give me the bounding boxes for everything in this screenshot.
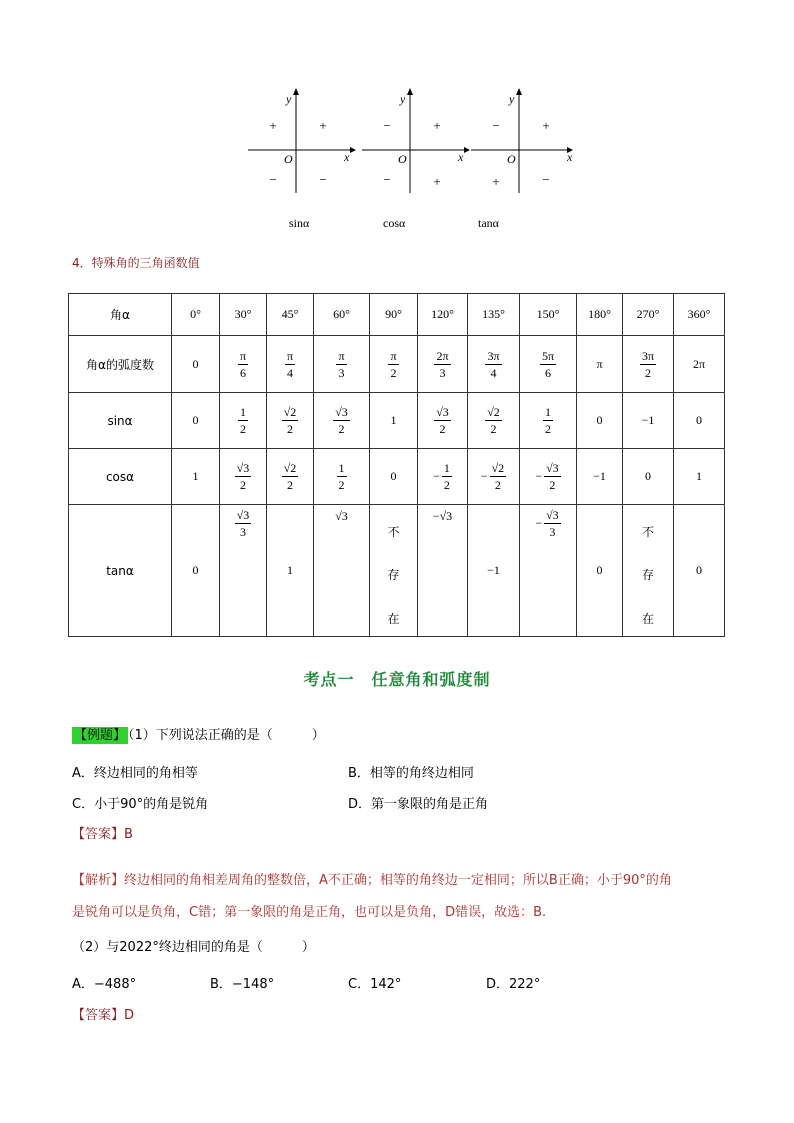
- minus-sign: −: [535, 516, 543, 530]
- negative-fraction: [535, 509, 560, 538]
- special-angles-table: [68, 293, 725, 637]
- fraction-numerator: √2: [283, 405, 297, 419]
- fraction-denominator: 2: [390, 365, 397, 380]
- fraction-numerator: √3: [436, 405, 449, 419]
- table-cell: [172, 449, 220, 505]
- q2-option-d: D．222°: [486, 977, 541, 992]
- cell-value: 1: [696, 469, 702, 483]
- cell-value: 0: [696, 413, 702, 427]
- table-cell: 45°: [267, 294, 314, 336]
- fraction: [540, 350, 556, 379]
- table-cell: [220, 393, 267, 449]
- table-cell: 0°: [172, 294, 220, 336]
- table-cell: [220, 449, 267, 505]
- table-cell: [314, 336, 370, 393]
- table-cell: [468, 505, 520, 637]
- fraction: [235, 462, 252, 491]
- table-cell: 30°: [220, 294, 267, 336]
- fraction-denominator: 2: [494, 478, 501, 492]
- fraction-numerator: √3: [546, 461, 559, 475]
- table-cell: [267, 393, 314, 449]
- fraction: [640, 350, 656, 379]
- table-cell: [172, 505, 220, 637]
- row-label-angle: 角α: [69, 294, 172, 336]
- table-cell: [418, 505, 468, 637]
- minus-sign: −: [480, 469, 488, 483]
- row-label-cos: cosα: [69, 449, 172, 505]
- table-cell: [520, 393, 577, 449]
- x-axis-label: x: [458, 150, 464, 164]
- fraction-denominator: 2: [490, 422, 497, 436]
- x-axis-label: x: [344, 150, 350, 164]
- row-label-radian: 角α的弧度数: [69, 336, 172, 393]
- undefined-char: 存: [641, 568, 654, 582]
- option-d: D．第一象限的角是正角: [348, 797, 489, 812]
- fraction-numerator: √3: [335, 405, 348, 419]
- fraction: [434, 406, 451, 435]
- fraction-denominator: 6: [240, 365, 246, 380]
- tan-diagram-caption: tanα: [478, 216, 499, 230]
- table-cell: 180°: [577, 294, 623, 336]
- cell-value: 0: [596, 563, 603, 577]
- fraction-denominator: 2: [439, 422, 446, 436]
- fraction-numerator: π: [390, 348, 397, 363]
- cell-value: π: [596, 356, 603, 371]
- fraction-numerator: √2: [487, 405, 500, 419]
- table-cell: [370, 449, 418, 505]
- table-cell: [370, 393, 418, 449]
- example-question-1: [72, 724, 325, 743]
- cell-value: 0: [696, 563, 702, 577]
- undefined-char: 在: [387, 611, 400, 626]
- undefined-value: [370, 515, 417, 627]
- fraction: [485, 350, 501, 379]
- undefined-char: 不: [387, 524, 400, 539]
- fraction-numerator: π: [239, 348, 247, 363]
- fraction-denominator: 2: [645, 365, 651, 380]
- cell-value: 1: [287, 563, 293, 577]
- table-cell: [172, 393, 220, 449]
- fraction-numerator: 2π: [436, 348, 449, 363]
- option-a: A．终边相同的角相等: [72, 766, 198, 781]
- table-cell: [220, 336, 267, 393]
- fraction: [337, 462, 347, 491]
- fraction-numerator: π: [338, 348, 345, 363]
- table-cell: [623, 336, 674, 393]
- analysis-line-2: 是锐角可以是负角，C错；第一象限的角是正角，也可以是负角，D错误，故选：B.: [72, 905, 547, 920]
- quadrant-4-sign: −: [542, 172, 550, 187]
- table-row: [69, 294, 725, 336]
- top-aligned-value: [418, 505, 467, 524]
- quadrant-1-sign: +: [542, 118, 550, 133]
- y-axis-label: y: [286, 92, 292, 106]
- undefined-char: 不: [641, 524, 654, 539]
- negative-fraction: [481, 462, 506, 491]
- fraction-numerator: 3π: [487, 348, 500, 363]
- q2-option-c: C．142°: [348, 977, 402, 992]
- fraction: [282, 406, 299, 435]
- q2-option-a: A．−488°: [72, 977, 137, 992]
- table-row: [69, 393, 725, 449]
- table-cell: [314, 505, 370, 637]
- table-cell: 90°: [370, 294, 418, 336]
- fraction: [333, 406, 350, 435]
- fraction-denominator: 2: [549, 478, 556, 492]
- origin-label: O: [398, 152, 407, 166]
- fraction-numerator: 1: [338, 461, 345, 475]
- table-cell: 135°: [468, 294, 520, 336]
- cell-value: −1: [641, 413, 655, 427]
- fraction-denominator: 2: [338, 422, 345, 436]
- fraction: [238, 350, 248, 379]
- section-heading: 考点一 任意角和弧度制: [303, 670, 491, 689]
- minus-sign: −: [535, 469, 543, 483]
- section-title: 4．特殊角的三角函数值: [72, 256, 200, 270]
- option-c: C．小于90°的角是锐角: [72, 797, 209, 812]
- origin-label: O: [507, 152, 516, 166]
- answer-2: 【答案】D: [72, 1008, 135, 1023]
- fraction-numerator: √3: [236, 508, 250, 522]
- cos-diagram-caption: cosα: [383, 216, 406, 230]
- cell-value: −1: [593, 469, 606, 483]
- fraction-denominator: 3: [549, 525, 556, 539]
- fraction: [434, 350, 450, 379]
- quadrant-2-sign: −: [383, 118, 391, 133]
- table-cell: [267, 505, 314, 637]
- cos-axes: [362, 85, 472, 195]
- quadrant-4-sign: +: [433, 174, 441, 189]
- fraction: [442, 462, 452, 491]
- fraction-numerator: 1: [545, 405, 551, 419]
- fraction: [544, 509, 561, 538]
- fraction-denominator: 4: [490, 365, 497, 380]
- table-cell: 150°: [520, 294, 577, 336]
- undefined-char: 存: [387, 568, 400, 582]
- x-axis-label: x: [567, 150, 573, 164]
- fraction-denominator: 3: [338, 365, 345, 380]
- table-cell: [623, 505, 674, 637]
- y-axis-label: y: [509, 92, 515, 106]
- undefined-value: [623, 515, 673, 627]
- fraction-denominator: 6: [545, 365, 551, 380]
- table-cell: [674, 393, 725, 449]
- fraction-denominator: 4: [287, 365, 293, 380]
- fraction-denominator: 2: [287, 422, 293, 436]
- cell-value: 0: [596, 413, 603, 427]
- cell-value: −1: [487, 563, 500, 577]
- table-cell: [418, 336, 468, 393]
- fraction-denominator: 3: [240, 525, 246, 539]
- cell-value: √3: [335, 509, 348, 523]
- table-cell: [520, 336, 577, 393]
- fraction: [485, 406, 502, 435]
- cell-value: 0: [192, 563, 199, 577]
- fraction-numerator: 5π: [541, 348, 555, 363]
- cell-value: 2π: [692, 356, 706, 371]
- table-cell: [314, 393, 370, 449]
- fraction: [282, 462, 299, 491]
- table-cell: [220, 505, 267, 637]
- table-cell: [468, 393, 520, 449]
- negative-fraction: [535, 462, 560, 491]
- cell-value: 0: [390, 469, 397, 483]
- cell-value: 0: [645, 469, 651, 483]
- analysis-tag: 【解析】: [72, 873, 125, 888]
- fraction-numerator: √2: [491, 461, 505, 475]
- quadrant-3-sign: −: [383, 172, 391, 187]
- table-cell: [418, 393, 468, 449]
- quadrant-2-sign: −: [492, 118, 500, 133]
- q2-option-b: B．−148°: [210, 977, 275, 992]
- sin-axes: [248, 85, 358, 195]
- cell-value: 0: [192, 356, 199, 371]
- option-b: B．相等的角终边相同: [348, 766, 474, 781]
- origin-label: O: [284, 152, 293, 166]
- fraction-numerator: 1: [443, 461, 450, 475]
- table-row: [69, 336, 725, 393]
- table-cell: [418, 449, 468, 505]
- top-aligned-value: [314, 505, 369, 524]
- question-1-text: （1）下列说法正确的是（ ）: [128, 728, 325, 743]
- fraction: [285, 350, 295, 379]
- fraction-numerator: √3: [546, 508, 559, 522]
- quadrant-4-sign: −: [319, 172, 327, 187]
- table-cell: [370, 336, 418, 393]
- answer-1: 【答案】B: [72, 827, 133, 842]
- top-aligned-value: [520, 505, 576, 538]
- table-cell: [577, 449, 623, 505]
- table-cell: [674, 449, 725, 505]
- fraction: [336, 350, 346, 379]
- cell-value: 0: [192, 413, 199, 427]
- analysis-line-1: [72, 869, 672, 888]
- fraction-numerator: π: [286, 348, 294, 363]
- sin-diagram-caption: sinα: [289, 216, 310, 230]
- undefined-char: 在: [641, 611, 654, 626]
- table-cell: [468, 336, 520, 393]
- fraction: [490, 462, 507, 491]
- table-cell: [577, 505, 623, 637]
- fraction: [238, 406, 248, 435]
- cos-sign-diagram: [362, 85, 472, 195]
- fraction-numerator: √2: [283, 461, 297, 475]
- fraction: [388, 350, 398, 379]
- table-cell: [172, 336, 220, 393]
- fraction-denominator: 2: [240, 422, 246, 436]
- tan-axes: [471, 85, 581, 195]
- quadrant-2-sign: +: [269, 118, 277, 133]
- analysis-text-1: 终边相同的角相差周角的整数倍，A不正确；相等的角终边一定相同；所以B正确；小于90°的角: [124, 873, 672, 888]
- table-cell: [674, 505, 725, 637]
- fraction-denominator: 2: [545, 422, 551, 436]
- cell-value: −√3: [432, 509, 453, 523]
- table-cell: 270°: [623, 294, 674, 336]
- minus-sign: −: [433, 469, 440, 483]
- row-label-sin: sinα: [69, 393, 172, 449]
- table-cell: [314, 449, 370, 505]
- row-label-tan: tanα: [69, 505, 172, 637]
- table-cell: 120°: [418, 294, 468, 336]
- cell-value: 1: [192, 469, 199, 483]
- sin-sign-diagram: [248, 85, 358, 195]
- quadrant-3-sign: −: [269, 172, 277, 187]
- table-cell: [577, 336, 623, 393]
- table-cell: [468, 449, 520, 505]
- fraction: [544, 462, 561, 491]
- table-cell: [623, 393, 674, 449]
- table-row: [69, 505, 725, 637]
- table-cell: [577, 393, 623, 449]
- quadrant-1-sign: +: [319, 118, 327, 133]
- top-aligned-value: [220, 505, 266, 538]
- table-cell: [674, 336, 725, 393]
- fraction-denominator: 3: [439, 365, 446, 380]
- fraction-denominator: 2: [240, 478, 246, 492]
- y-axis-label: y: [400, 92, 406, 106]
- table-row: [69, 449, 725, 505]
- table-cell: [520, 505, 577, 637]
- example-question-2: （2）与2022°终边相同的角是（ ）: [72, 940, 315, 955]
- table-cell: 60°: [314, 294, 370, 336]
- quadrant-1-sign: +: [433, 118, 441, 133]
- fraction: [543, 406, 553, 435]
- table-cell: [370, 505, 418, 637]
- fraction-denominator: 2: [338, 478, 345, 492]
- table-cell: 360°: [674, 294, 725, 336]
- fraction-numerator: √3: [236, 461, 250, 475]
- negative-fraction: [433, 462, 452, 491]
- table-cell: [520, 449, 577, 505]
- table-cell: [267, 449, 314, 505]
- fraction: [235, 509, 252, 538]
- quadrant-3-sign: +: [492, 174, 500, 189]
- fraction-denominator: 2: [287, 478, 293, 492]
- example-tag: 【例题】: [74, 728, 127, 743]
- fraction-denominator: 2: [443, 478, 450, 492]
- fraction-numerator: 1: [240, 405, 246, 419]
- table-cell: [267, 336, 314, 393]
- fraction-numerator: 3π: [641, 348, 655, 363]
- cell-value: 1: [390, 413, 397, 427]
- tan-sign-diagram: [471, 85, 581, 195]
- table-cell: [623, 449, 674, 505]
